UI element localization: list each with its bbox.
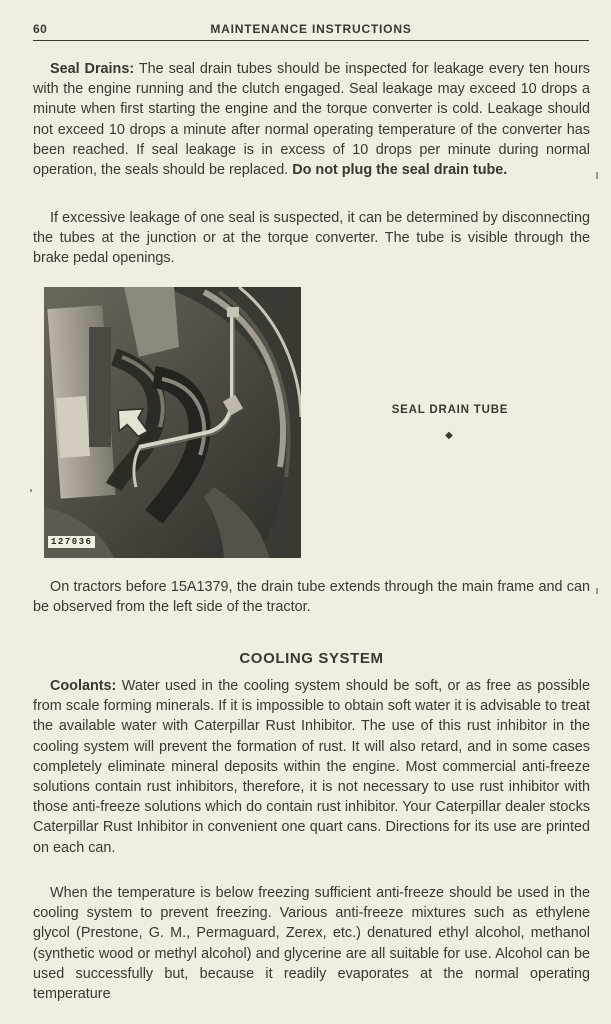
page-edge-mark xyxy=(30,489,32,492)
plate-number: 127036 xyxy=(48,536,95,548)
seal-drain-photo xyxy=(44,287,301,558)
freezing-paragraph: When the temperature is below freezing sufficient anti-freeze should be used in the cooling system to prevent freezing. Various anti-freeze mixtures such as ethylene glycol (Prestone, G. M., Permaguard, Zerex, etc.) denatured ethyl alcohol, methanol (synthetic wood or methyl alcohol) and glycerine are all suitable for use. Alcohol can be used successfully but, because it readily evaporates at the normal operating temperature xyxy=(33,885,590,1003)
seal-drains-lead: Seal Drains: xyxy=(50,61,135,77)
before-serial-paragraph: On tractors before 15A1379, the drain tube extends through the main frame and can be observed from the left side of the tractor. xyxy=(33,579,590,616)
coolants-lead: Coolants: xyxy=(50,678,117,694)
diamond-icon: ◆ xyxy=(445,430,453,441)
seal-drains-text: The seal drain tubes should be inspected for leakage every ten hours with the engine running and the clutch engaged. Seal leakage may exceed 10 drops a minute when first starting the engine and the torque converter is cold. Leakage should not exceed 10 drops a minute after normal operating temperature of the converter has been reached. If seal leakage is in excess of 10 drops per minute during normal operation, the seals should be replaced. xyxy=(33,61,591,179)
seal-drains-warning: Do not plug the seal drain tube. xyxy=(292,162,508,179)
page-number: 60 xyxy=(33,22,48,36)
page-header xyxy=(33,22,589,41)
figure-caption: SEAL DRAIN TUBE xyxy=(391,404,509,416)
coolants-paragraph xyxy=(33,676,590,858)
coolants-text: Water used in the cooling system should be soft, or as free as possible from scale forming minerals. If it is impossible to obtain soft water it is advisable to treat the available water with Caterpillar Rust Inhibitor. The use of this rust inhibitor in the cooling system will prevent the formation of rust. It will also retard, and in some cases completely eliminate mineral deposits within the engine. Most commercial anti-freeze solutions contain rust inhibitors, therefore, it is not necessary to use rust inhibitor with those anti-freeze solutions which do contain rust inhibitor. Your Caterpillar dealer stocks Caterpillar Rust Inhibitor in convenient one quart cans. Directions for its use are printed on each can. xyxy=(33,678,590,856)
page-edge-mark xyxy=(596,172,598,179)
isolate-leak-paragraph: If excessive leakage of one seal is suspected, it can be determined by disconnecting the tubes at the junction or at the torque converter. The tube is visible through the brake pedal openings. xyxy=(33,210,590,267)
section-heading: COOLING SYSTEM xyxy=(239,650,384,667)
running-head: MAINTENANCE INSTRUCTIONS xyxy=(210,22,412,36)
page-edge-mark xyxy=(596,588,598,594)
seal-drains-paragraph xyxy=(33,59,590,180)
